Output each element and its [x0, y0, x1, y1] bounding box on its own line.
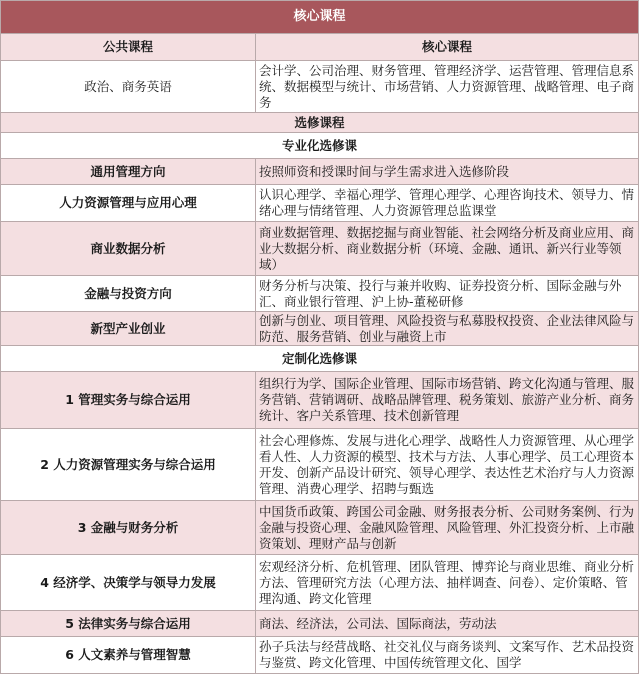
- table-row: [1, 555, 639, 611]
- specialized-name: 商业数据分析: [1, 222, 256, 276]
- specialized-desc: 财务分析与决策、投行与兼并收购、证券投资分析、国际金融与外汇、商业银行管理、沪上协-董秘研修: [255, 276, 638, 312]
- custom-desc: 中国货币政策、跨国公司金融、财务报表分析、公司财务案例、行为金融与投资心理、金融风险管理、风险管理、外汇投资分析、上市融资策划、理财产品与创新: [255, 501, 638, 555]
- specialized-desc: 商业数据管理、数据挖掘与商业智能、社会网络分析及商业应用、商业大数据分析、商业数据分析（环境、金融、通讯、新兴行业等领域）: [255, 222, 638, 276]
- title-row: [1, 1, 639, 34]
- custom-name: 6 人文素养与管理智慧: [1, 637, 256, 674]
- custom-desc: 商法、经济法，公司法、国际商法，劳动法: [255, 611, 638, 637]
- header-core: 核心课程: [255, 34, 638, 61]
- custom-name: 5 法律实务与综合运用: [1, 611, 256, 637]
- specialized-desc: 认识心理学、幸福心理学、管理心理学、心理咨询技术、领导力、情绪心理与情绪管理、人力资源管理总监课堂: [255, 185, 638, 222]
- specialized-name: 新型产业创业: [1, 312, 256, 346]
- specialized-name: 金融与投资方向: [1, 276, 256, 312]
- table-row: [1, 185, 639, 222]
- custom-desc: 社会心理修炼、发展与进化心理学、战略性人力资源管理、从心理学看人性、人力资源的模型、技术与方法、人事心理学、员工心理资本开发、创新产品设计研究、领导心理学、表达性艺术治疗与人力资源管理、消费心理学、招聘与甄选: [255, 429, 638, 501]
- table-row: [1, 159, 639, 185]
- custom-name: 1 管理实务与综合运用: [1, 372, 256, 429]
- specialized-desc: 按照师资和授课时间与学生需求进入选修阶段: [255, 159, 638, 185]
- table-row: [1, 372, 639, 429]
- specialized-name: 通用管理方向: [1, 159, 256, 185]
- table-row: [1, 312, 639, 346]
- custom-desc: 孙子兵法与经营战略、社交礼仪与商务谈判、文案写作、艺术品投资与鉴赏、跨文化管理、中国传统管理文化、国学: [255, 637, 638, 674]
- table-title: 核心课程: [1, 1, 639, 34]
- table-row: [1, 429, 639, 501]
- custom-title-row: [1, 346, 639, 372]
- table-row: [1, 501, 639, 555]
- specialized-name: 人力资源管理与应用心理: [1, 185, 256, 222]
- specialized-title: 专业化选修课: [1, 133, 639, 159]
- table-row: [1, 222, 639, 276]
- custom-desc: 宏观经济分析、危机管理、团队管理、博弈论与商业思维、商业分析方法、管理研究方法（心理方法、抽样调查、问卷）、定价策略、管理沟通、跨文化管理: [255, 555, 638, 611]
- custom-name: 4 经济学、决策学与领导力发展: [1, 555, 256, 611]
- public-courses: 政治、商务英语: [1, 61, 256, 113]
- elective-title-row: [1, 113, 639, 133]
- header-public: 公共课程: [1, 34, 256, 61]
- table-row: [1, 276, 639, 312]
- custom-desc: 组织行为学、国际企业管理、国际市场营销、跨文化沟通与管理、服务营销、营销调研、战略品牌管理、税务策划、旅游产业分析、商务统计、客户关系管理、技术创新管理: [255, 372, 638, 429]
- specialized-desc: 创新与创业、项目管理、风险投资与私募股权投资、企业法律风险与防范、服务营销、创业与融资上市: [255, 312, 638, 346]
- core-courses: 会计学、公司治理、财务管理、管理经济学、运营管理、管理信息系统、数据模型与统计、市场营销、人力资源管理、战略管理、电子商务: [255, 61, 638, 113]
- custom-name: 3 金融与财务分析: [1, 501, 256, 555]
- core-row: [1, 61, 639, 113]
- core-header-row: [1, 34, 639, 61]
- elective-title: 选修课程: [1, 113, 639, 133]
- table-row: [1, 611, 639, 637]
- specialized-title-row: [1, 133, 639, 159]
- custom-name: 2 人力资源管理实务与综合运用: [1, 429, 256, 501]
- custom-title: 定制化选修课: [1, 346, 639, 372]
- table-row: [1, 637, 639, 674]
